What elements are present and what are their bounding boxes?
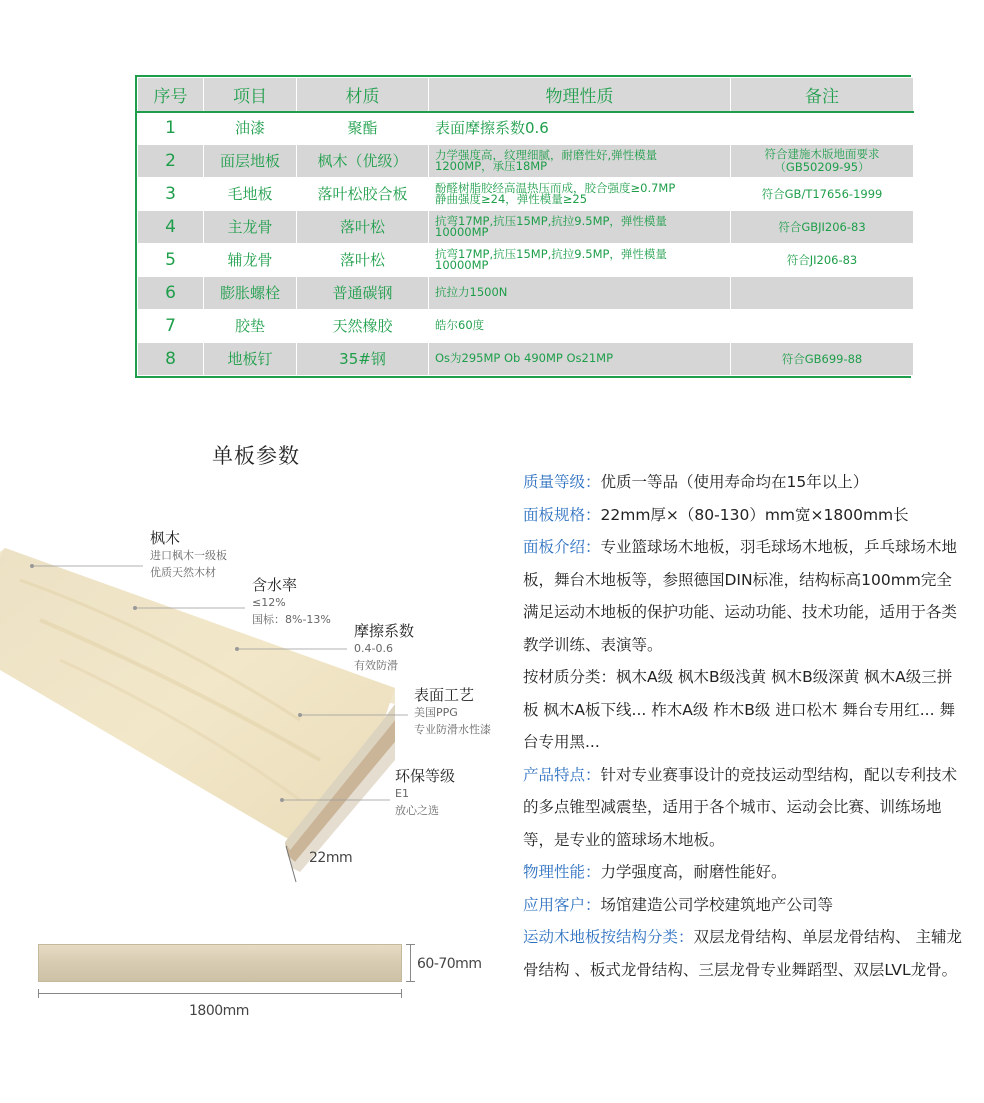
cell-note [731, 343, 914, 376]
cell-no [138, 244, 204, 277]
cell-physical-line: 1200MP，承压18MP [435, 159, 548, 173]
callout-maple-line1: 进口枫木一级板 [150, 549, 227, 562]
cell-physical-line: 表面摩擦系数0.6 [435, 118, 549, 137]
cell-material [297, 211, 429, 244]
header-note: 备注 [731, 78, 914, 112]
callout-eco-title: 环保等级 [395, 767, 456, 785]
board-side-view [38, 944, 402, 982]
description-label: 物理性能： [523, 863, 601, 881]
cell-physical-line: 抗弯17MP,抗压15MP,抗拉9.5MP，弹性模量 [435, 213, 667, 228]
description-label: 应用客户： [523, 895, 601, 914]
cell-physical [429, 211, 731, 244]
cell-no-line: 5 [165, 249, 176, 270]
description-label: 运动木地板按结构分类： [523, 928, 694, 946]
callout-maple-title: 枫木 [150, 529, 181, 547]
cell-note [731, 145, 914, 178]
cell-material [297, 244, 429, 277]
cell-item [204, 145, 297, 178]
description-paragraph [523, 889, 963, 922]
cell-material [297, 145, 429, 178]
cell-no-line: 7 [165, 315, 176, 336]
cell-material [297, 178, 429, 211]
cell-note [731, 112, 914, 145]
cell-material [297, 343, 429, 376]
cell-material-line: 落叶松 [339, 250, 385, 269]
description-text: 优质一等品（使用寿命均在15年以上） [600, 473, 869, 491]
cell-physical-line: 10000MP [435, 258, 489, 272]
cell-no-line: 8 [165, 348, 176, 369]
cell-item [204, 277, 297, 310]
cell-no [138, 343, 204, 376]
header-material: 材质 [297, 78, 429, 112]
cell-physical-line: 力学强度高，纹理细腻，耐磨性好,弹性模量 [435, 147, 658, 162]
cell-item [204, 211, 297, 244]
cell-no [138, 277, 204, 310]
description-text: 针对专业赛事设计的竞技运动型结构，配以专利技术的多点锥型减震垫，适用于各个城市、运动会比赛、训练场地等，是专业的篮球场木地板。 [523, 765, 958, 849]
section-title: 单板参数 [212, 444, 300, 468]
table-header-row [138, 78, 914, 112]
product-description [523, 466, 963, 986]
callout-surface-line2: 专业防滑水性漆 [414, 722, 491, 736]
table-row [138, 343, 914, 376]
description-paragraph [523, 856, 963, 889]
cell-material-line: 落叶松 [339, 217, 385, 236]
length-dimension-line [38, 993, 402, 994]
cell-item [204, 178, 297, 211]
cell-physical-line: 10000MP [435, 225, 489, 239]
spec-table-grid [137, 77, 914, 376]
callout-friction-title: 摩擦系数 [354, 622, 415, 640]
cell-item-line: 地板钉 [227, 349, 273, 368]
table-row [138, 112, 914, 145]
description-label: 产品特点： [523, 765, 601, 784]
cell-note-line: （GB50209-95） [774, 160, 870, 174]
cell-no [138, 145, 204, 178]
cell-physical [429, 244, 731, 277]
cell-item [204, 244, 297, 277]
cell-note-line: 符合GB/T17656-1999 [761, 186, 883, 201]
thickness-label: 22mm [309, 850, 353, 866]
description-label: 面板规格： [523, 505, 601, 524]
callout-moisture [252, 574, 331, 628]
cell-item [204, 112, 297, 145]
cell-physical-line: 静曲强度≥24，弹性模量≥25 [435, 192, 588, 206]
cell-physical [429, 277, 731, 310]
cell-physical-line: Os为295MP Ob 490MP Os21MP [435, 351, 614, 366]
callout-maple-line2: 优质天然木材 [150, 565, 216, 579]
cell-material-line: 落叶松胶合板 [317, 184, 408, 203]
cell-note [731, 178, 914, 211]
cell-no [138, 211, 204, 244]
header-item: 项目 [204, 78, 297, 112]
cell-item-line: 面层地板 [219, 151, 280, 170]
table-row [138, 244, 914, 277]
description-text: 场馆建造公司学校建筑地产公司等 [600, 895, 834, 914]
table-row [138, 145, 914, 178]
cell-physical-line: 皓尔60度 [435, 318, 485, 333]
cell-no [138, 178, 204, 211]
description-label: 质量等级： [523, 473, 601, 491]
description-paragraph [523, 466, 963, 499]
callout-moisture-title: 含水率 [252, 576, 298, 594]
cell-item [204, 343, 297, 376]
callout-eco [395, 765, 455, 819]
callout-moisture-line2: 国标：8%-13% [252, 612, 331, 626]
callout-friction-line2: 有效防滑 [354, 658, 398, 672]
description-text: 按材质分类：枫木A级 枫木B级浅黄 枫木B级深黄 枫木A级三拼板 枫木A板下线... 柞木A级 柞木B级 进口松木 舞台专用红... 舞台专用黑... [523, 668, 955, 751]
cell-physical [429, 178, 731, 211]
table-row [138, 310, 914, 343]
description-paragraph [523, 661, 963, 759]
width-label: 60-70mm [417, 956, 482, 972]
description-paragraph [523, 921, 963, 986]
cell-no-line: 3 [165, 183, 176, 204]
callout-eco-line1: E1 [395, 787, 409, 800]
cell-material-line: 35#钢 [339, 349, 386, 368]
cell-note [731, 277, 914, 310]
cell-physical-line: 酚醛树脂胶经高温热压而成，胶合强度≥0.7MP [435, 180, 676, 195]
cell-item-line: 膨胀螺栓 [219, 283, 280, 302]
header-physical: 物理性质 [429, 78, 731, 112]
cell-note [731, 211, 914, 244]
cell-no-line: 4 [165, 216, 176, 237]
description-text: 双层龙骨结构、单层龙骨结构、 主辅龙骨结构 、板式龙骨结构、三层龙骨专业舞蹈型、双层LVL龙骨。 [523, 928, 962, 979]
length-label: 1800mm [189, 1003, 249, 1019]
cell-material-line: 枫木（优级） [317, 151, 408, 170]
cell-material [297, 310, 429, 343]
cell-note [731, 310, 914, 343]
cell-physical [429, 343, 731, 376]
cell-item-line: 主龙骨 [227, 217, 273, 236]
cell-no-line: 1 [165, 117, 176, 138]
cell-item-line: 辅龙骨 [227, 250, 273, 269]
header-no: 序号 [138, 78, 204, 112]
cell-note-line: 符合JI206-83 [786, 252, 858, 267]
description-text: 专业篮球场木地板，羽毛球场木地板，乒乓球场木地板，舞台木地板等，参照德国DIN标准，结构标高100mm完全满足运动木地板的保护功能、运动功能、技术功能，适用于各类教学训练、表演等。 [523, 538, 958, 654]
spec-table [135, 75, 911, 378]
description-paragraph [523, 531, 963, 661]
table-row [138, 277, 914, 310]
callout-surface-line1: 美国PPG [414, 706, 458, 719]
cell-physical [429, 112, 731, 145]
cell-physical-line: 抗弯17MP,抗压15MP,抗拉9.5MP，弹性模量 [435, 246, 667, 261]
description-paragraph [523, 759, 963, 857]
cell-physical [429, 145, 731, 178]
callout-maple [150, 527, 227, 581]
cell-note [731, 244, 914, 277]
width-dimension-line [410, 944, 411, 982]
callout-moisture-line1: ≤12% [252, 596, 286, 609]
cell-item-line: 毛地板 [227, 184, 273, 203]
callout-surface-title: 表面工艺 [414, 686, 475, 704]
cell-note-line: 符合GBJI206-83 [778, 219, 866, 234]
cell-material [297, 277, 429, 310]
callout-surface [414, 684, 491, 738]
table-row [138, 211, 914, 244]
description-label: 面板介绍： [523, 538, 601, 556]
table-row [138, 178, 914, 211]
callout-eco-line2: 放心之选 [395, 803, 439, 817]
cell-material-line: 聚酯 [347, 119, 378, 137]
cell-no [138, 112, 204, 145]
callout-friction-line1: 0.4-0.6 [354, 642, 393, 655]
cell-no [138, 310, 204, 343]
cell-material-line: 普通碳钢 [332, 283, 393, 302]
cell-item [204, 310, 297, 343]
cell-item-line: 油漆 [234, 119, 265, 137]
cell-item-line: 胶垫 [234, 316, 265, 335]
description-text: 力学强度高，耐磨性能好。 [600, 863, 787, 881]
cell-no-line: 2 [165, 150, 176, 171]
cell-note-line: 符合GB699-88 [781, 351, 863, 366]
description-paragraph [523, 499, 963, 532]
description-text: 22mm厚×（80-130）mm宽×1800mm长 [600, 505, 909, 524]
cell-no-line: 6 [165, 282, 176, 303]
cell-physical-line: 抗拉力1500N [435, 285, 508, 300]
cell-material-line: 天然橡胶 [332, 316, 393, 335]
callout-friction [354, 620, 414, 674]
cell-physical [429, 310, 731, 343]
cell-note-line: 符合建施木版地面要求 [764, 147, 880, 162]
cell-material [297, 112, 429, 145]
